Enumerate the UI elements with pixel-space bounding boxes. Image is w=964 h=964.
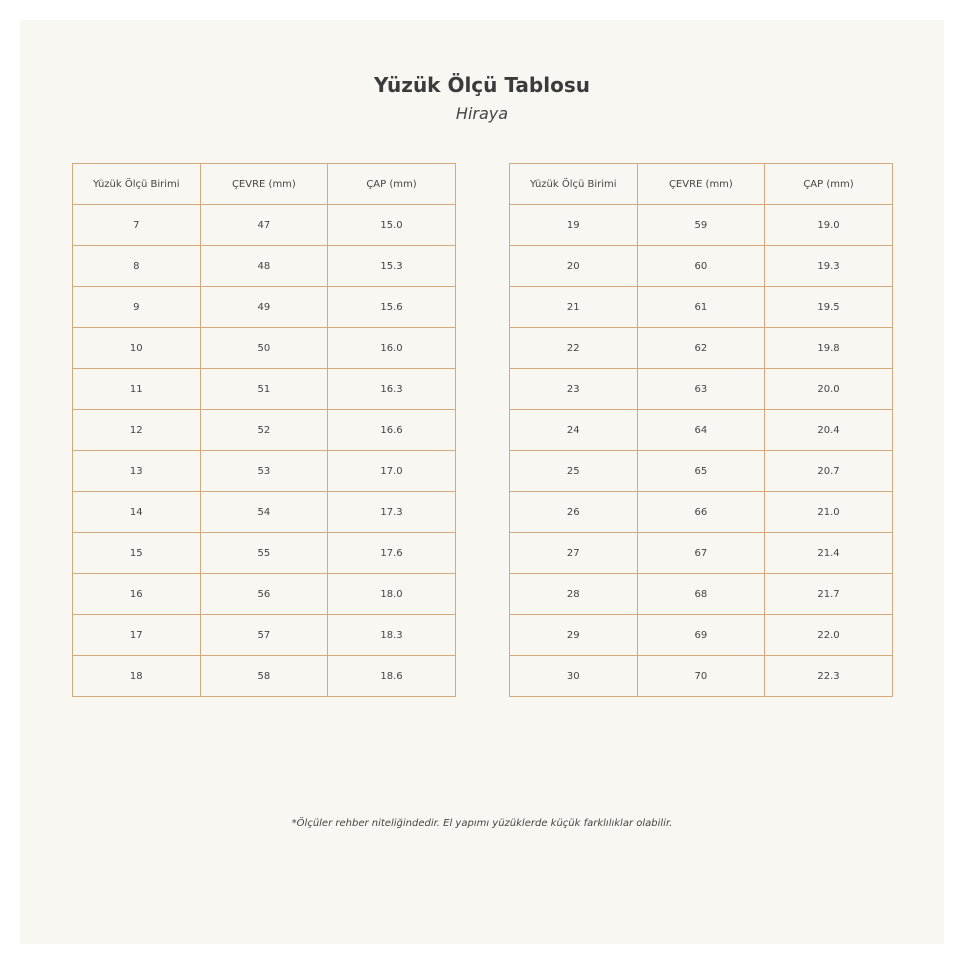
column-header-ring-size: Yüzük Ölçü Birimi <box>73 164 201 205</box>
table-row <box>510 574 893 615</box>
circumference-cell: 65 <box>637 451 765 492</box>
circumference-cell: 49 <box>200 287 328 328</box>
column-header-circumference: ÇEVRE (mm) <box>200 164 328 205</box>
table-row <box>510 246 893 287</box>
ring-size-cell: 16 <box>73 574 201 615</box>
circumference-cell: 55 <box>200 533 328 574</box>
table-row <box>510 369 893 410</box>
brand-subtitle: Hiraya <box>455 104 509 123</box>
diameter-cell: 20.0 <box>765 369 893 410</box>
circumference-cell: 66 <box>637 492 765 533</box>
circumference-cell: 57 <box>200 615 328 656</box>
table-row <box>73 492 456 533</box>
circumference-cell: 56 <box>200 574 328 615</box>
circumference-cell: 70 <box>637 656 765 697</box>
circumference-cell: 52 <box>200 410 328 451</box>
table-header-row <box>510 164 893 205</box>
circumference-cell: 53 <box>200 451 328 492</box>
ring-size-cell: 26 <box>510 492 638 533</box>
ring-size-cell: 18 <box>73 656 201 697</box>
diameter-cell: 22.3 <box>765 656 893 697</box>
circumference-cell: 59 <box>637 205 765 246</box>
ring-size-cell: 7 <box>73 205 201 246</box>
table-row <box>73 656 456 697</box>
ring-size-cell: 13 <box>73 451 201 492</box>
table-row <box>73 574 456 615</box>
diameter-cell: 22.0 <box>765 615 893 656</box>
diameter-cell: 18.3 <box>328 615 456 656</box>
diameter-cell: 16.0 <box>328 328 456 369</box>
table-row <box>510 410 893 451</box>
ring-size-cell: 12 <box>73 410 201 451</box>
ring-size-cell: 30 <box>510 656 638 697</box>
ring-size-cell: 29 <box>510 615 638 656</box>
ring-size-cell: 27 <box>510 533 638 574</box>
circumference-cell: 51 <box>200 369 328 410</box>
diameter-cell: 15.3 <box>328 246 456 287</box>
table-row <box>73 246 456 287</box>
ring-size-cell: 17 <box>73 615 201 656</box>
ring-size-cell: 14 <box>73 492 201 533</box>
diameter-cell: 15.0 <box>328 205 456 246</box>
diameter-cell: 17.6 <box>328 533 456 574</box>
ring-size-cell: 25 <box>510 451 638 492</box>
size-table-right <box>509 163 893 697</box>
ring-size-cell: 21 <box>510 287 638 328</box>
circumference-cell: 69 <box>637 615 765 656</box>
circumference-cell: 63 <box>637 369 765 410</box>
diameter-cell: 20.4 <box>765 410 893 451</box>
diameter-cell: 19.8 <box>765 328 893 369</box>
ring-size-cell: 20 <box>510 246 638 287</box>
diameter-cell: 21.7 <box>765 574 893 615</box>
diameter-cell: 21.0 <box>765 492 893 533</box>
table-row <box>510 615 893 656</box>
size-table-left <box>72 163 456 697</box>
circumference-cell: 54 <box>200 492 328 533</box>
table-row <box>510 451 893 492</box>
circumference-cell: 61 <box>637 287 765 328</box>
circumference-cell: 48 <box>200 246 328 287</box>
diameter-cell: 15.6 <box>328 287 456 328</box>
circumference-cell: 50 <box>200 328 328 369</box>
diameter-cell: 16.6 <box>328 410 456 451</box>
circumference-cell: 60 <box>637 246 765 287</box>
column-header-diameter: ÇAP (mm) <box>328 164 456 205</box>
ring-size-cell: 8 <box>73 246 201 287</box>
ring-size-cell: 22 <box>510 328 638 369</box>
circumference-cell: 64 <box>637 410 765 451</box>
size-chart-card <box>20 20 944 944</box>
table-row <box>73 205 456 246</box>
table-row <box>73 328 456 369</box>
column-header-ring-size: Yüzük Ölçü Birimi <box>510 164 638 205</box>
diameter-cell: 18.0 <box>328 574 456 615</box>
circumference-cell: 68 <box>637 574 765 615</box>
ring-size-cell: 19 <box>510 205 638 246</box>
ring-size-cell: 10 <box>73 328 201 369</box>
diameter-cell: 19.3 <box>765 246 893 287</box>
table-row <box>510 492 893 533</box>
circumference-cell: 67 <box>637 533 765 574</box>
footnote: *Ölçüler rehber niteliğindedir. El yapımı yüzüklerde küçük farklılıklar olabilir. <box>291 818 673 829</box>
diameter-cell: 16.3 <box>328 369 456 410</box>
circumference-cell: 62 <box>637 328 765 369</box>
column-header-diameter: ÇAP (mm) <box>765 164 893 205</box>
page-title: Yüzük Ölçü Tablosu <box>374 73 590 97</box>
circumference-cell: 58 <box>200 656 328 697</box>
table-row <box>510 287 893 328</box>
diameter-cell: 17.0 <box>328 451 456 492</box>
circumference-cell: 47 <box>200 205 328 246</box>
ring-size-cell: 28 <box>510 574 638 615</box>
table-row <box>73 369 456 410</box>
column-header-circumference: ÇEVRE (mm) <box>637 164 765 205</box>
table-row <box>510 533 893 574</box>
ring-size-cell: 24 <box>510 410 638 451</box>
table-row <box>73 287 456 328</box>
diameter-cell: 17.3 <box>328 492 456 533</box>
ring-size-cell: 15 <box>73 533 201 574</box>
table-row <box>73 533 456 574</box>
diameter-cell: 19.0 <box>765 205 893 246</box>
diameter-cell: 20.7 <box>765 451 893 492</box>
table-row <box>510 205 893 246</box>
ring-size-cell: 9 <box>73 287 201 328</box>
ring-size-cell: 23 <box>510 369 638 410</box>
diameter-cell: 21.4 <box>765 533 893 574</box>
ring-size-cell: 11 <box>73 369 201 410</box>
diameter-cell: 19.5 <box>765 287 893 328</box>
table-header-row <box>73 164 456 205</box>
table-row <box>73 451 456 492</box>
diameter-cell: 18.6 <box>328 656 456 697</box>
table-row <box>510 328 893 369</box>
table-row <box>510 656 893 697</box>
table-row <box>73 615 456 656</box>
table-row <box>73 410 456 451</box>
